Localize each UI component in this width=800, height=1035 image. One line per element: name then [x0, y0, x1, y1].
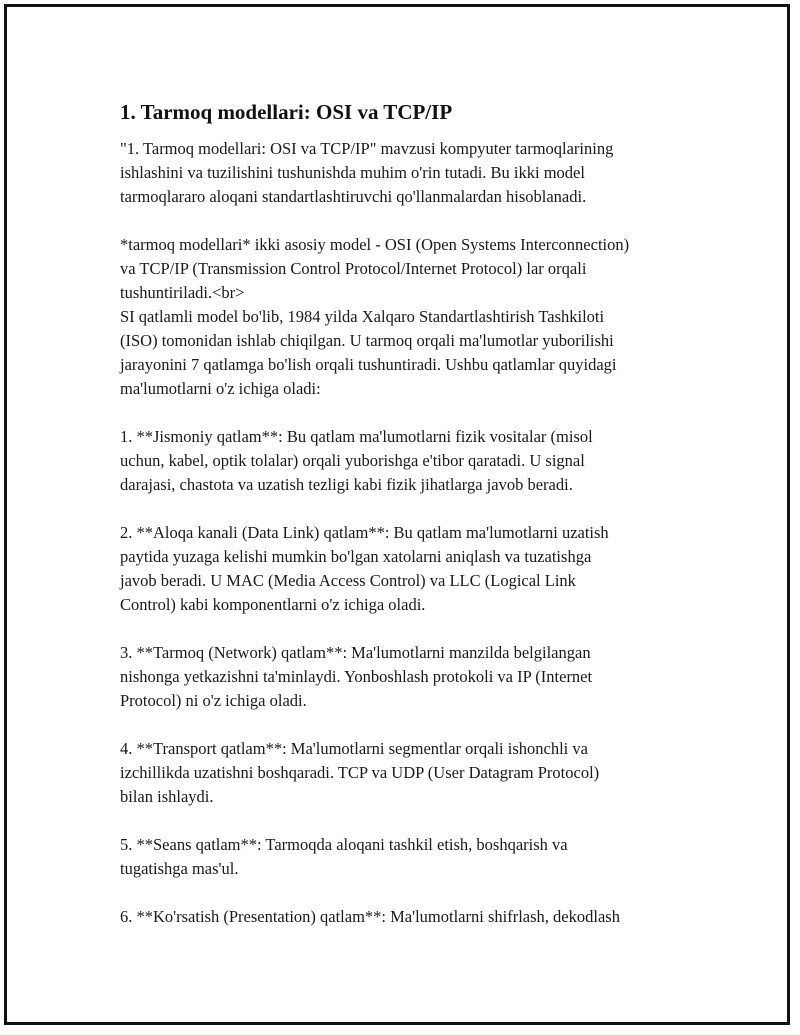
text-line: 3. **Tarmoq (Network) qatlam**: Ma'lumotlarni manzilda belgilangan	[120, 643, 591, 662]
text-line: nishonga yetkazishni ta'minlaydi. Yonboshlash protokoli va IP (Internet	[120, 667, 593, 686]
page-frame	[4, 4, 790, 1025]
paragraph-layer-2	[120, 521, 700, 617]
text-line: 6. **Ko'rsatish (Presentation) qatlam**: Ma'lumotlarni shifrlash, dekodlash	[120, 907, 620, 926]
text-line: Protocol) ni o'z ichiga oladi.	[120, 691, 307, 710]
text-line: tarmoqlararo aloqani standartlashtiruvchi qo'llanmalardan hisoblanadi.	[120, 187, 587, 206]
document-body	[120, 99, 700, 929]
text-line: uchun, kabel, optik tolalar) orqali yuborishga e'tibor qaratadi. U signal	[120, 451, 585, 470]
paragraph-layer-5	[120, 833, 700, 881]
text-line: paytida yuzaga kelishi mumkin bo'lgan xatolarni aniqlash va tuzatishga	[120, 547, 592, 566]
paragraph-layer-3	[120, 641, 700, 713]
text-line: tugatishga mas'ul.	[120, 859, 239, 878]
text-line: (ISO) tomonidan ishlab chiqilgan. U tarmoq orqali ma'lumotlar yuborilishi	[120, 331, 614, 350]
text-line: ma'lumotlarni o'z ichiga oladi:	[120, 379, 321, 398]
paragraph-gap	[120, 497, 700, 521]
text-line: SI qatlamli model bo'lib, 1984 yilda Xalqaro Standartlashtirish Tashkiloti	[120, 307, 605, 326]
text-line: tushuntiriladi.<br>	[120, 283, 245, 302]
text-line: javob beradi. U MAC (Media Access Control) va LLC (Logical Link	[120, 571, 576, 590]
text-line: *tarmoq modellari* ikki asosiy model - OSI (Open Systems Interconnection)	[120, 235, 630, 254]
paragraph-gap	[120, 809, 700, 833]
page-title: 1. Tarmoq modellari: OSI va TCP/IP	[120, 100, 453, 124]
text-line: bilan ishlaydi.	[120, 787, 214, 806]
paragraph-layer-4	[120, 737, 700, 809]
paragraph-gap	[120, 713, 700, 737]
text-line: izchillikda uzatishni boshqaradi. TCP va UDP (User Datagram Protocol)	[120, 763, 600, 782]
text-line: ishlashini va tuzilishini tushunishda muhim o'rin tutadi. Bu ikki model	[120, 163, 585, 182]
text-line: 4. **Transport qatlam**: Ma'lumotlarni segmentlar orqali ishonchli va	[120, 739, 588, 758]
paragraph-gap	[120, 209, 700, 233]
text-line: 1. **Jismoniy qatlam**: Bu qatlam ma'lumotlarni fizik vositalar (misol	[120, 427, 593, 446]
paragraph-gap	[120, 617, 700, 641]
paragraph-layer-1	[120, 425, 700, 497]
text-line: va TCP/IP (Transmission Control Protocol/Internet Protocol) lar orqali	[120, 259, 587, 278]
text-line: Control) kabi komponentlarni o'z ichiga oladi.	[120, 595, 426, 614]
text-line: darajasi, chastota va uzatish tezligi kabi fizik jihatlarga javob beradi.	[120, 475, 573, 494]
paragraph-gap	[120, 881, 700, 905]
paragraph-intro	[120, 137, 700, 209]
paragraph-gap	[120, 401, 700, 425]
text-line: 5. **Seans qatlam**: Tarmoqda aloqani tashkil etish, boshqarish va	[120, 835, 568, 854]
text-line: jarayonini 7 qatlamga bo'lish orqali tushuntiradi. Ushbu qatlamlar quyidagi	[120, 355, 617, 374]
paragraph-osi-overview	[120, 233, 700, 401]
text-line: "1. Tarmoq modellari: OSI va TCP/IP" mavzusi kompyuter tarmoqlarining	[120, 139, 614, 158]
paragraph-layer-6	[120, 905, 700, 929]
text-line: 2. **Aloqa kanali (Data Link) qatlam**: Bu qatlam ma'lumotlarni uzatish	[120, 523, 609, 542]
